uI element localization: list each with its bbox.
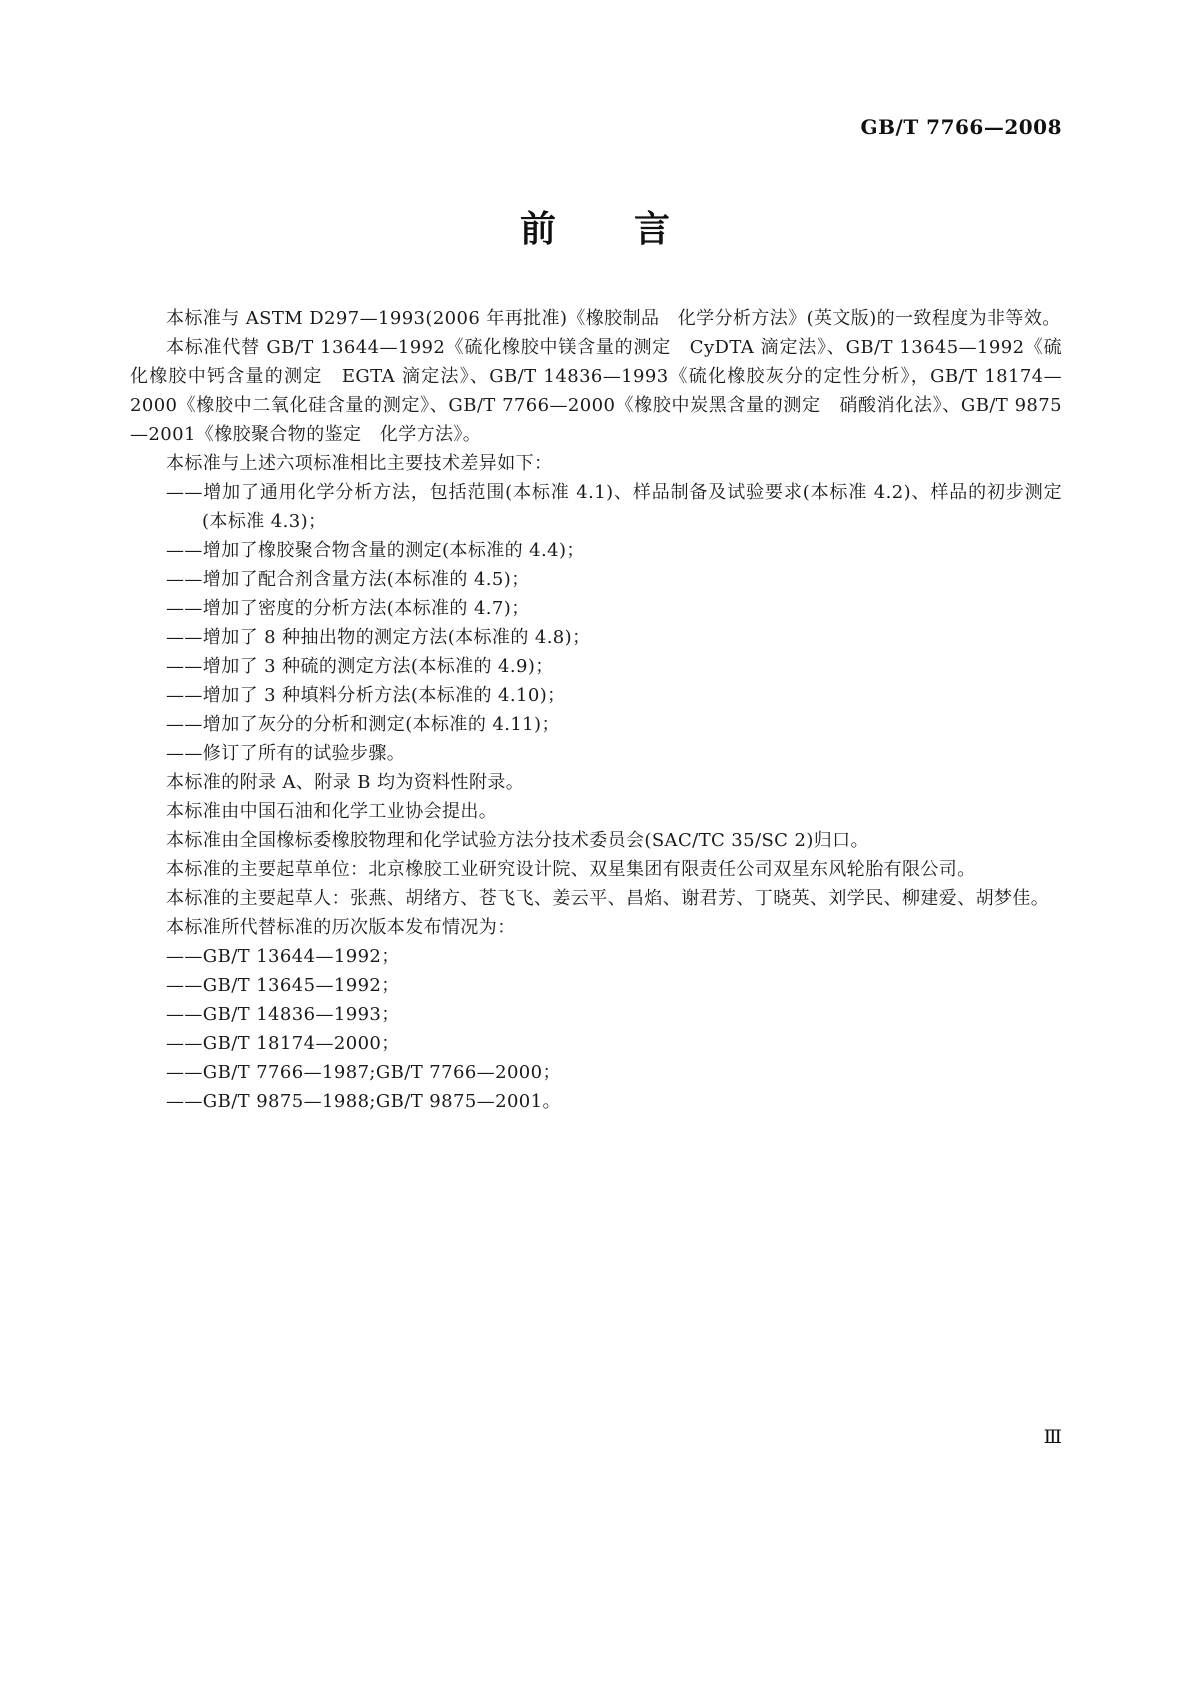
list-item: ——增加了灰分的分析和测定(本标准的 4.11)； bbox=[166, 714, 560, 735]
standard-number: GB/T 7766—2008 bbox=[860, 115, 1062, 139]
page-number: Ⅲ bbox=[1043, 1426, 1062, 1448]
paragraph: 本标准的主要起草人：张燕、胡绪方、苍飞飞、姜云平、昌焰、谢君芳、丁晓英、刘学民、柳建爱、胡梦佳。 bbox=[166, 888, 1050, 909]
paragraph: 本标准所代替标准的历次版本发布情况为： bbox=[166, 917, 516, 938]
list-item: ——增加了通用化学分析方法，包括范围(本标准 4.1)、样品制备及试验要求(本标准 4.2)、样品的初步测定(本标准 4.3)； bbox=[166, 482, 1062, 532]
paragraph: 本标准的附录 A、附录 B 均为资料性附录。 bbox=[166, 772, 525, 793]
paragraph: 本标准与上述六项标准相比主要技术差异如下： bbox=[166, 453, 553, 474]
paragraph: 本标准的主要起草单位：北京橡胶工业研究设计院、双星集团有限责任公司双星东风轮胎有限公司。 bbox=[166, 859, 976, 880]
list-item: ——增加了橡胶聚合物含量的测定(本标准的 4.4)； bbox=[166, 540, 585, 561]
list-item: ——GB/T 14836—1993； bbox=[166, 1004, 400, 1025]
list-item: ——GB/T 18174—2000； bbox=[166, 1033, 400, 1054]
list-item: ——GB/T 9875—1988;GB/T 9875—2001。 bbox=[166, 1091, 561, 1112]
paragraph: 本标准代替 GB/T 13644—1992《硫化橡胶中镁含量的测定 CyDTA 滴定法》、GB/T 13645—1992《硫化橡胶中钙含量的测定 EGTA 滴定法》、GB/T 14836—1993《硫化橡胶灰分的定性分析》，GB/T 18174—2000《橡胶中二氧化硅含量的测定》、GB/T 7766—2000《橡胶中炭黑含量的测定 硝酸消化法》、GB/T 9875—2001《橡胶聚合物的鉴定 化学方法》。 bbox=[130, 337, 1062, 445]
list-item: ——增加了 3 种填料分析方法(本标准的 4.10)； bbox=[166, 685, 566, 706]
list-item: ——修订了所有的试验步骤。 bbox=[166, 743, 406, 764]
paragraph: 本标准与 ASTM D297—1993(2006 年再批准)《橡胶制品 化学分析方法》(英文版)的一致程度为非等效。 bbox=[166, 308, 1061, 329]
list-item: ——增加了配合剂含量方法(本标准的 4.5)； bbox=[166, 569, 530, 590]
list-item: ——GB/T 13644—1992； bbox=[166, 946, 400, 967]
paragraph: 本标准由中国石油和化学工业协会提出。 bbox=[166, 801, 498, 822]
list-item: ——增加了 3 种硫的测定方法(本标准的 4.9)； bbox=[166, 656, 554, 677]
list-item: ——增加了密度的分析方法(本标准的 4.7)； bbox=[166, 598, 530, 619]
document-body bbox=[130, 304, 1062, 1116]
paragraph: 本标准由全国橡标委橡胶物理和化学试验方法分技术委员会(SAC/TC 35/SC 2)归口。 bbox=[166, 830, 869, 851]
page-title: 前 言 bbox=[519, 208, 672, 250]
list-item: ——GB/T 13645—1992； bbox=[166, 975, 400, 996]
list-item: ——GB/T 7766—1987;GB/T 7766—2000； bbox=[166, 1062, 561, 1083]
list-item: ——增加了 8 种抽出物的测定方法(本标准的 4.8)； bbox=[166, 627, 591, 648]
